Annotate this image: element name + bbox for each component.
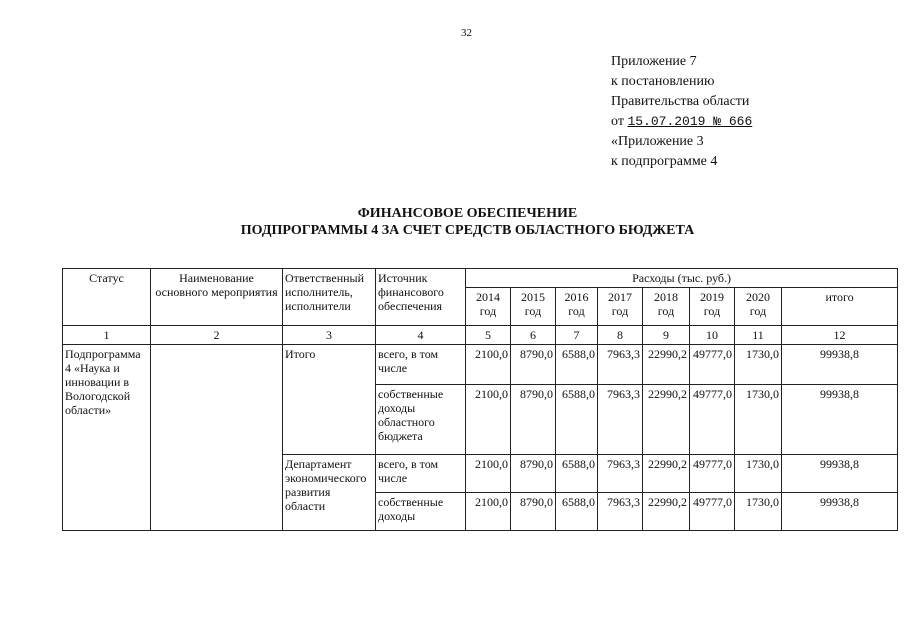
source-cell: всего, в том числе [376,455,466,493]
title-line-1: ФИНАНСОВОЕ ОБЕСПЕЧЕНИЕ [357,206,578,221]
appendix-line-3: Правительства области [611,94,750,109]
value-cell: 7963,3 [598,455,643,493]
col-number: 2 [151,326,283,345]
date-prefix: от [611,114,624,129]
value-cell: 2100,0 [466,345,511,385]
header-year: 2017 год [598,288,643,326]
appendix-line-1: Приложение 7 [611,54,697,69]
value-cell: 7963,3 [598,385,643,455]
total-cell: 99938,8 [782,493,898,531]
value-cell: 49777,0 [690,345,735,385]
col-number: 11 [735,326,782,345]
value-cell: 8790,0 [511,385,556,455]
col-number: 6 [511,326,556,345]
header-row [63,269,898,288]
appendix-line-5: «Приложение 3 [611,134,704,149]
source-cell: собственные доходы областного бюджета [376,385,466,455]
executor-cell: Департамент экономического развития области [283,455,376,531]
total-cell: 99938,8 [782,455,898,493]
value-cell: 49777,0 [690,493,735,531]
header-expenses: Расходы (тыс. руб.) [466,269,898,288]
value-cell: 22990,2 [643,493,690,531]
value-cell: 1730,0 [735,385,782,455]
total-cell: 99938,8 [782,385,898,455]
date-value: 15.07.2019 № 666 [627,114,753,129]
col-number: 1 [63,326,151,345]
value-cell: 6588,0 [556,345,598,385]
appendix-block [611,52,752,172]
value-cell: 1730,0 [735,345,782,385]
value-cell: 6588,0 [556,385,598,455]
table-row [63,345,898,385]
title-line-2: ПОДПРОГРАММЫ 4 ЗА СЧЕТ СРЕДСТВ ОБЛАСТНОГО БЮДЖЕТА [240,223,695,238]
col-number: 7 [556,326,598,345]
col-number: 3 [283,326,376,345]
col-number: 9 [643,326,690,345]
value-cell: 22990,2 [643,455,690,493]
page-number: 32 [461,27,472,39]
appendix-date-line [611,112,752,132]
value-cell: 49777,0 [690,455,735,493]
executor-cell: Итого [283,345,376,455]
value-cell: 6588,0 [556,493,598,531]
value-cell: 2100,0 [466,385,511,455]
header-year: 2018 год [643,288,690,326]
column-number-row [63,326,898,345]
measure-cell [151,345,283,531]
value-cell: 7963,3 [598,345,643,385]
col-number: 10 [690,326,735,345]
header-status: Статус [63,269,151,326]
header-total: итого [782,288,898,326]
value-cell: 7963,3 [598,493,643,531]
value-cell: 2100,0 [466,455,511,493]
value-cell: 22990,2 [643,345,690,385]
status-cell: Подпрограмма 4 «Наука и инновации в Вологодской области» [63,345,151,531]
col-number: 12 [782,326,898,345]
value-cell: 8790,0 [511,493,556,531]
col-number: 8 [598,326,643,345]
value-cell: 49777,0 [690,385,735,455]
value-cell: 8790,0 [511,455,556,493]
value-cell: 22990,2 [643,385,690,455]
value-cell: 2100,0 [466,493,511,531]
financing-table [62,268,898,531]
header-year: 2015 год [511,288,556,326]
header-measure: Наименование основного мероприятия [151,269,283,326]
header-year: 2014 год [466,288,511,326]
header-source: Источник финансового обеспечения [376,269,466,326]
document-title [0,205,905,239]
appendix-line-6: к подпрограмме 4 [611,154,718,169]
value-cell: 8790,0 [511,345,556,385]
header-year: 2019 год [690,288,735,326]
value-cell: 1730,0 [735,455,782,493]
header-year: 2016 год [556,288,598,326]
appendix-line-2: к постановлению [611,74,715,89]
header-executor: Ответственный исполнитель, исполнители [283,269,376,326]
col-number: 4 [376,326,466,345]
value-cell: 1730,0 [735,493,782,531]
value-cell: 6588,0 [556,455,598,493]
total-cell: 99938,8 [782,345,898,385]
source-cell: всего, в том числе [376,345,466,385]
header-year: 2020 год [735,288,782,326]
source-cell: собственные доходы [376,493,466,531]
col-number: 5 [466,326,511,345]
